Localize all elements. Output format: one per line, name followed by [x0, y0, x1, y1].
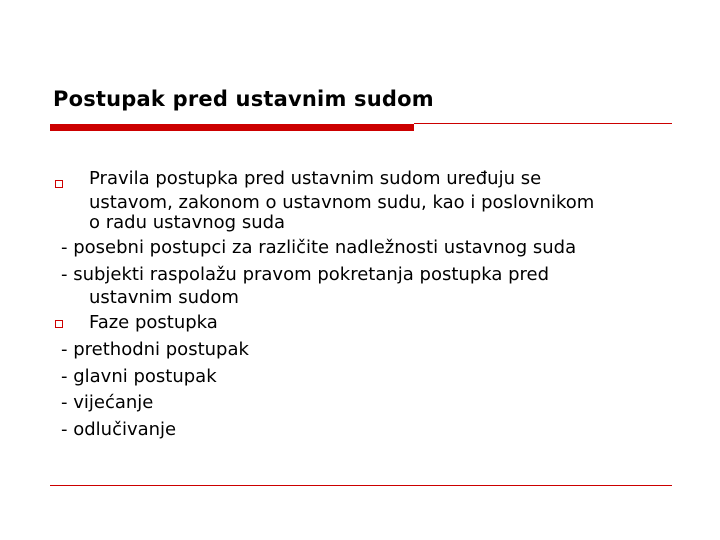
sub-item: - odlučivanje [61, 419, 177, 440]
sub-item-continuation: ustavnim sudom [89, 287, 239, 308]
title-underline-thin [414, 123, 672, 124]
footer-divider [50, 485, 672, 486]
hollow-square-icon [55, 320, 63, 328]
sub-item: - glavni postupak [61, 366, 217, 387]
sub-item: - vijećanje [61, 392, 154, 413]
title-underline-thick [50, 124, 414, 131]
bullet-text-line: ustavom, zakonom o ustavnom sudu, kao i poslovnikom [89, 192, 595, 213]
bullet-text-line: Pravila postupka pred ustavnim sudom uređuju se [89, 168, 542, 189]
bullet-text-line: Faze postupka [89, 312, 218, 333]
bullet-text-line: o radu ustavnog suda [89, 212, 286, 233]
sub-item: - posebni postupci za različite nadležnosti ustavnog suda [61, 237, 577, 258]
sub-item: - prethodni postupak [61, 339, 249, 360]
sub-item: - subjekti raspolažu pravom pokretanja postupka pred [61, 264, 550, 285]
slide-title: Postupak pred ustavnim sudom [53, 87, 434, 111]
hollow-square-icon [55, 180, 63, 188]
